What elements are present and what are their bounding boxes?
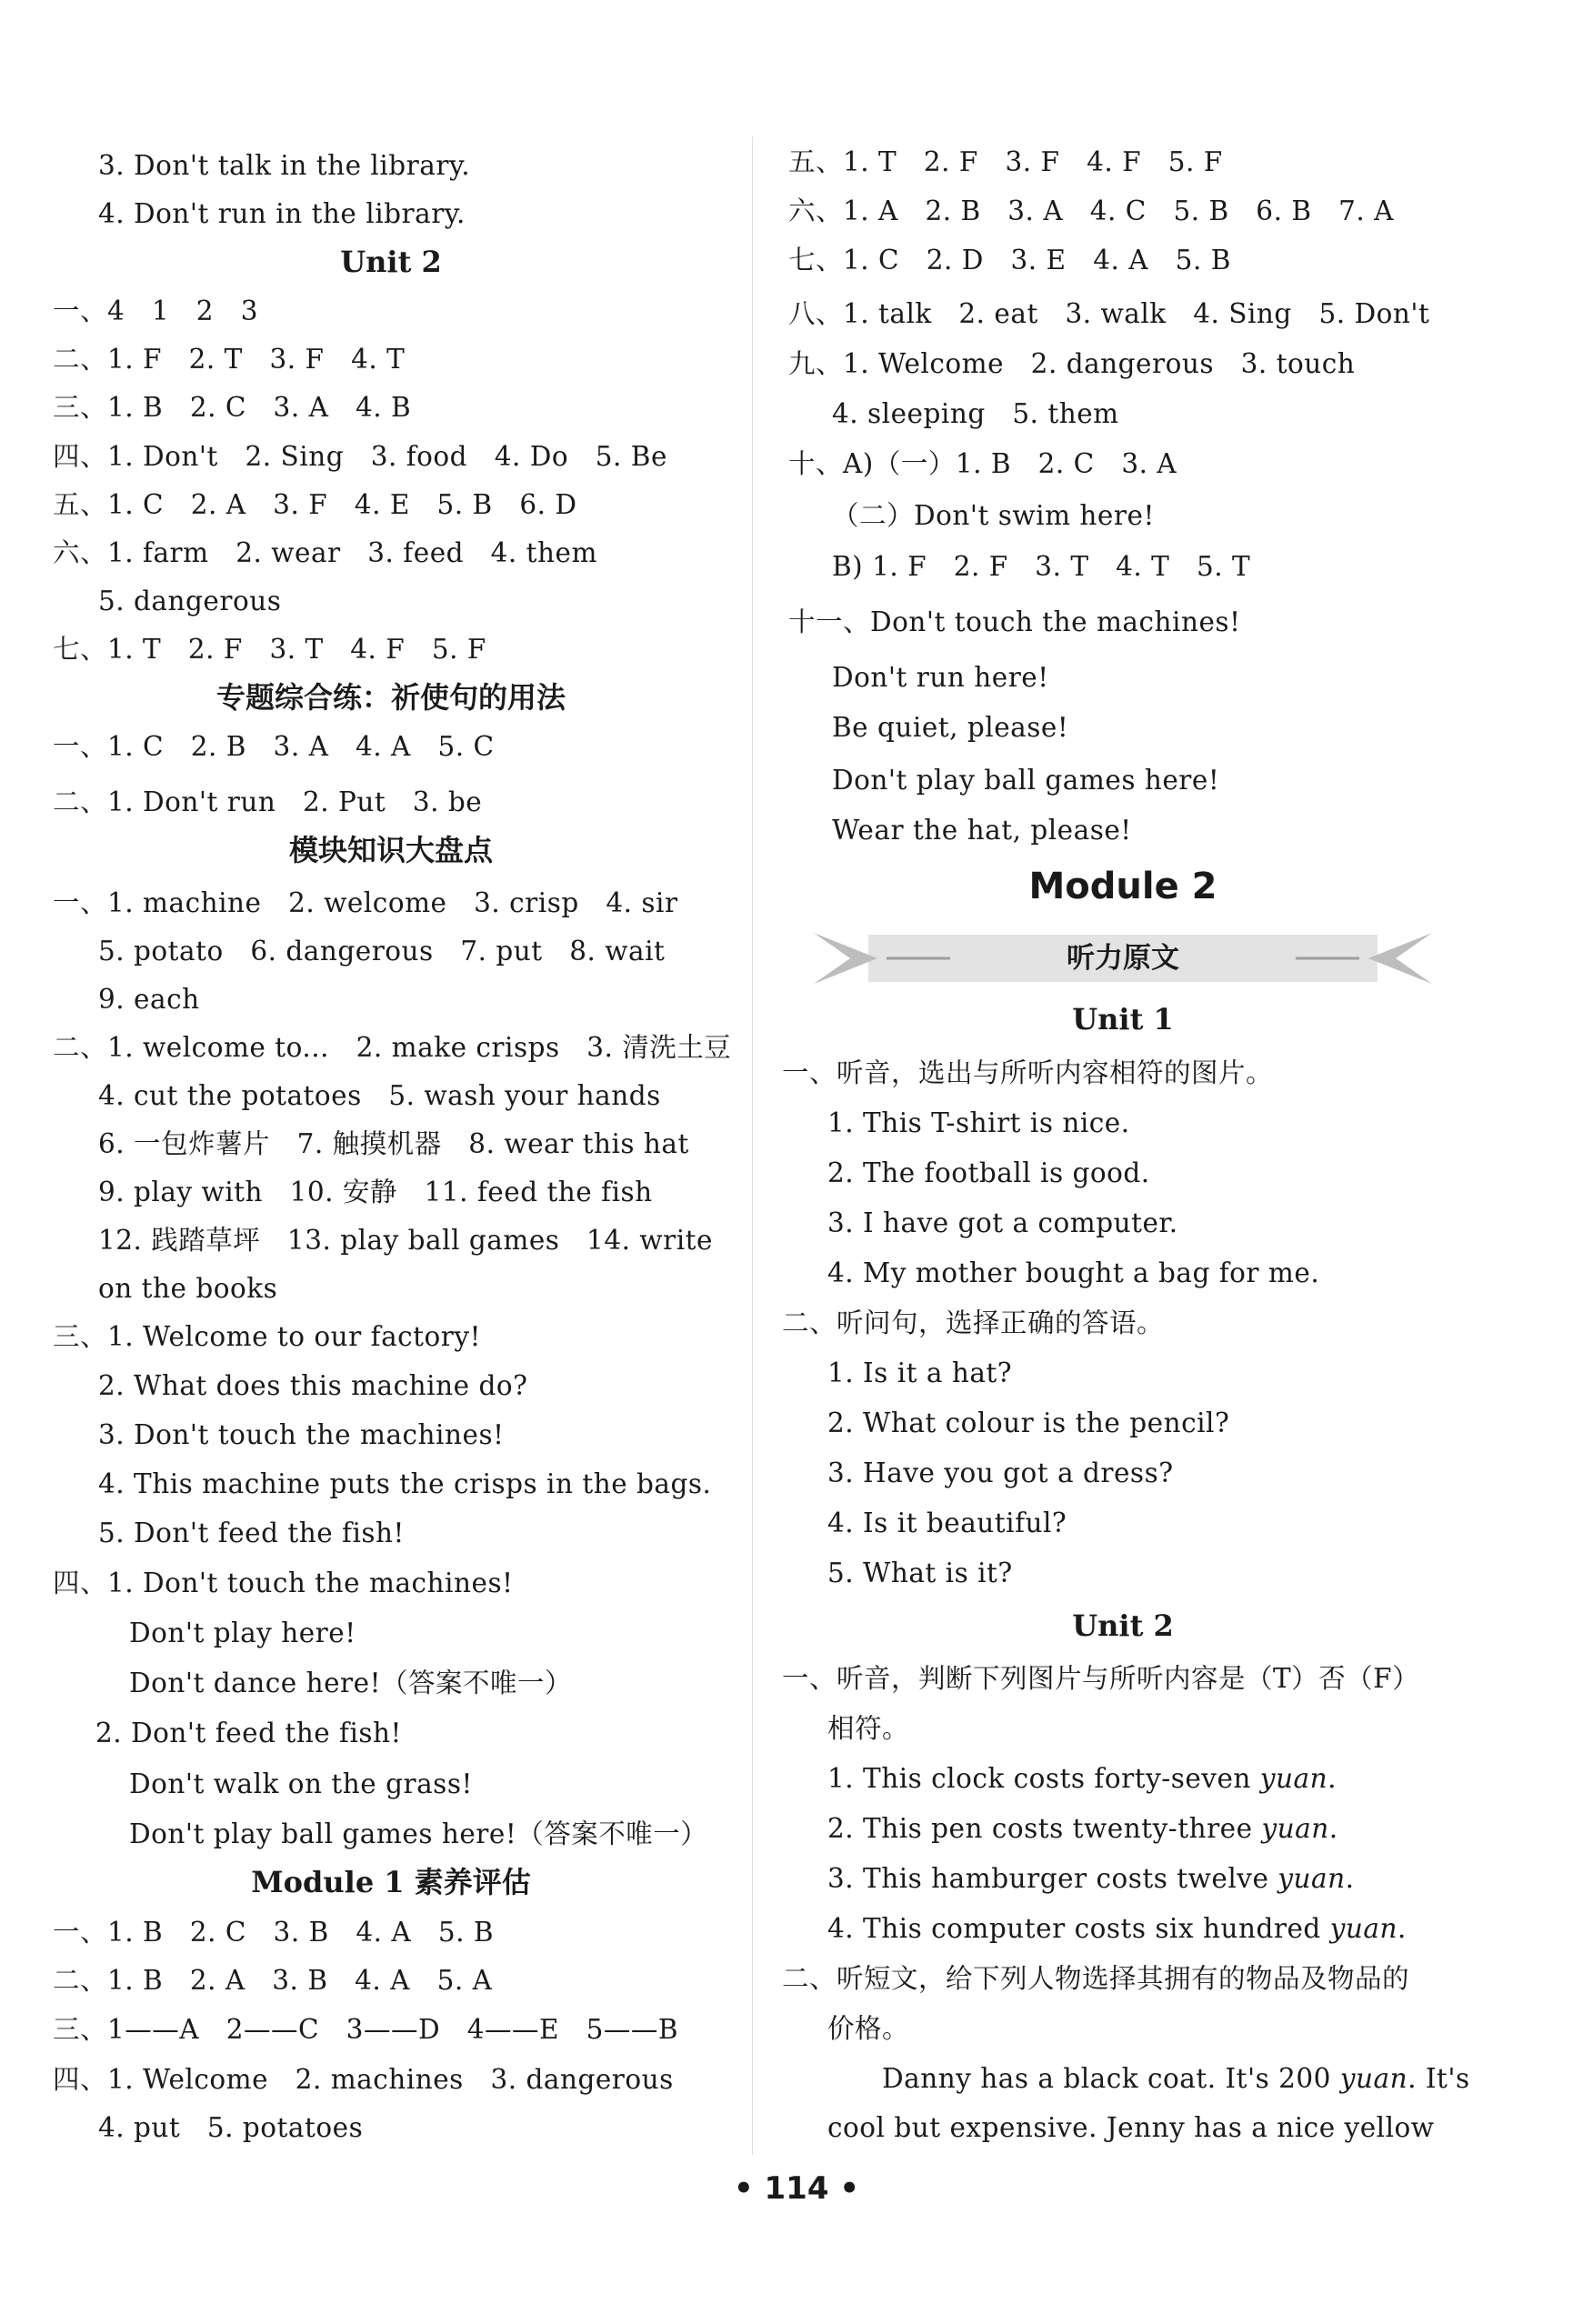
section-heading: Unit 2 bbox=[340, 245, 442, 279]
question-line: 二、听问句，选择正确的答语。 bbox=[782, 1307, 1165, 1338]
answer-line: 四、1. Don't touch the machines! bbox=[53, 1568, 514, 1598]
question-line-cont: 价格。 bbox=[827, 2013, 910, 2044]
answer-line: Don't play ball games here! bbox=[832, 765, 1220, 796]
transcript-line: 4. Is it beautiful? bbox=[827, 1508, 1067, 1538]
passage-line: cool but expensive. Jenny has a nice yellow bbox=[827, 2112, 1435, 2143]
transcript-line: 2. This pen costs twenty-three yuan. bbox=[827, 1813, 1338, 1844]
answer-line: 4. put 5. potatoes bbox=[98, 2112, 364, 2143]
answer-line: 十一、Don't touch the machines! bbox=[788, 606, 1241, 637]
answer-line: B) 1. F 2. F 3. T 4. T 5. T bbox=[832, 551, 1251, 582]
transcript-line: 3. Have you got a dress? bbox=[827, 1458, 1174, 1488]
answer-line: 4. sleeping 5. them bbox=[832, 398, 1119, 429]
answer-line: 2. What does this machine do? bbox=[98, 1370, 528, 1401]
answer-line: 一、1. B 2. C 3. B 4. A 5. B bbox=[53, 1917, 495, 1948]
answer-line: 五、1. C 2. A 3. F 4. E 5. B 6. D bbox=[53, 489, 577, 520]
answer-line: Be quiet, please! bbox=[832, 712, 1069, 743]
answer-line: 9. each bbox=[98, 984, 200, 1015]
answer-line: 二、1. B 2. A 3. B 4. A 5. A bbox=[53, 1965, 493, 1996]
answer-line: 四、1. Welcome 2. machines 3. dangerous bbox=[53, 2064, 674, 2095]
transcript-line: 1. Is it a hat? bbox=[827, 1357, 1013, 1388]
answer-line: 4. This machine puts the crisps in the bags. bbox=[98, 1468, 712, 1499]
answer-line: 2. Don't feed the fish! bbox=[95, 1718, 402, 1748]
answer-line: Wear the hat, please! bbox=[832, 815, 1132, 846]
answer-line: 七、1. T 2. F 3. T 4. F 5. F bbox=[53, 634, 486, 665]
section-heading: 专题综合练：祈使句的用法 bbox=[215, 680, 566, 715]
answer-line: 4. cut the potatoes 5. wash your hands bbox=[98, 1080, 661, 1111]
answer-line: Don't play here! bbox=[129, 1618, 356, 1648]
answer-line: 三、1——A 2——C 3——D 4——E 5——B bbox=[53, 2014, 679, 2045]
transcript-line: 3. This hamburger costs twelve yuan. bbox=[827, 1863, 1355, 1894]
answer-line: 5. Don't feed the fish! bbox=[98, 1518, 405, 1548]
answer-line: 一、4 1 2 3 bbox=[53, 296, 258, 326]
answer-line: 七、1. C 2. D 3. E 4. A 5. B bbox=[788, 245, 1231, 275]
section-heading: Module 1 素养评估 bbox=[251, 1865, 531, 1899]
answer-line: 二、1. F 2. T 3. F 4. T bbox=[53, 344, 406, 375]
answer-line: on the books bbox=[98, 1273, 278, 1304]
answer-line: 六、1. A 2. B 3. A 4. C 5. B 6. B 7. A bbox=[788, 195, 1394, 226]
transcript-line: 3. I have got a computer. bbox=[827, 1207, 1178, 1238]
answer-line: 六、1. farm 2. wear 3. feed 4. them bbox=[53, 537, 597, 568]
transcript-line: 4. My mother bought a bag for me. bbox=[827, 1257, 1320, 1288]
section-heading: Unit 2 bbox=[1072, 1608, 1174, 1643]
answer-line: 5. dangerous bbox=[98, 586, 282, 616]
passage-line: Danny has a black coat. It's 200 yuan. It's bbox=[882, 2063, 1470, 2094]
answer-line: Don't run here! bbox=[832, 662, 1049, 693]
page-number: • 114 • bbox=[733, 2170, 860, 2207]
answer-line: 12. 践踏草坪 13. play ball games 14. write bbox=[98, 1225, 713, 1256]
answer-line: 九、1. Welcome 2. dangerous 3. touch bbox=[788, 348, 1356, 379]
answer-line: 4. Don't run in the library. bbox=[98, 198, 466, 229]
question-line: 一、听音，判断下列图片与所听内容是（T）否（F） bbox=[782, 1663, 1420, 1694]
answer-line: 一、1. machine 2. welcome 3. crisp 4. sir bbox=[53, 887, 678, 918]
transcript-line: 1. This T-shirt is nice. bbox=[827, 1107, 1130, 1138]
answer-line: 二、1. welcome to... 2. make crisps 3. 清洗土豆 bbox=[53, 1032, 732, 1063]
answer-line: 五、1. T 2. F 3. F 4. F 5. F bbox=[788, 146, 1223, 177]
answer-line: 三、1. B 2. C 3. A 4. B bbox=[53, 392, 412, 423]
answer-line: 9. play with 10. 安静 11. feed the fish bbox=[98, 1177, 653, 1207]
answer-line: （二）Don't swim here! bbox=[832, 500, 1155, 531]
answer-line: 一、1. C 2. B 3. A 4. A 5. C bbox=[53, 731, 495, 762]
transcript-line: 1. This clock costs forty-seven yuan. bbox=[827, 1763, 1337, 1794]
question-line: 一、听音，选出与所听内容相符的图片。 bbox=[782, 1057, 1274, 1088]
answer-line: 3. Don't touch the machines! bbox=[98, 1419, 505, 1450]
transcript-line: 2. What colour is the pencil? bbox=[827, 1407, 1230, 1438]
answer-line: 八、1. talk 2. eat 3. walk 4. Sing 5. Don't bbox=[788, 298, 1430, 329]
transcript-line: 5. What is it? bbox=[827, 1558, 1013, 1588]
answer-line: 三、1. Welcome to our factory! bbox=[53, 1321, 481, 1352]
transcript-line: 2. The football is good. bbox=[827, 1157, 1150, 1188]
question-line-cont: 相符。 bbox=[827, 1713, 910, 1744]
question-line: 二、听短文，给下列人物选择其拥有的物品及物品的 bbox=[782, 1963, 1410, 1994]
transcript-line: 4. This computer costs six hundred yuan. bbox=[827, 1913, 1407, 1944]
answer-line: 四、1. Don't 2. Sing 3. food 4. Do 5. Be bbox=[53, 441, 667, 472]
answer-line: 二、1. Don't run 2. Put 3. be bbox=[53, 786, 483, 817]
answer-line: Don't dance here!（答案不唯一） bbox=[129, 1668, 572, 1698]
answer-line: Don't play ball games here!（答案不唯一） bbox=[129, 1818, 708, 1849]
module-title: Module 2 bbox=[1028, 866, 1217, 907]
section-heading: Unit 1 bbox=[1072, 1002, 1174, 1037]
answer-line: 6. 一包炸薯片 7. 触摸机器 8. wear this hat bbox=[98, 1128, 689, 1159]
section-heading: 模块知识大盘点 bbox=[288, 833, 493, 867]
answer-line: 3. Don't talk in the library. bbox=[98, 150, 471, 181]
answer-line: 十、A)（一）1. B 2. C 3. A bbox=[788, 448, 1177, 479]
answer-line: Don't walk on the grass! bbox=[129, 1768, 473, 1799]
banner-label: 听力原文 bbox=[1067, 942, 1179, 975]
column-divider bbox=[752, 136, 753, 2155]
answer-line: 5. potato 6. dangerous 7. put 8. wait bbox=[98, 936, 666, 967]
